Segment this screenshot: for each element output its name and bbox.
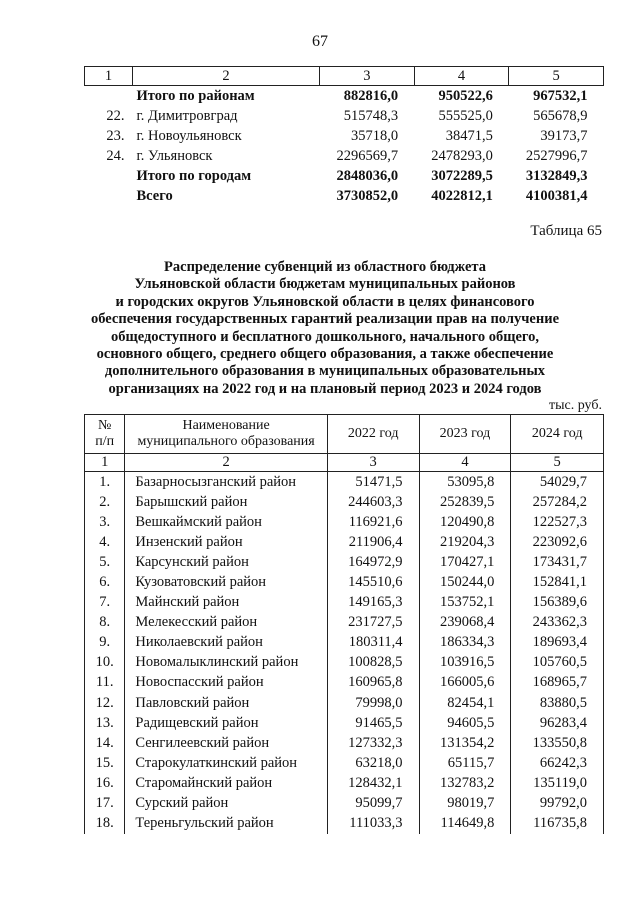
- col-number-1: 1: [85, 454, 125, 472]
- row-cell-v3: 156389,6: [511, 593, 604, 613]
- table-row: [85, 613, 604, 633]
- row-cell-v3: 83880,5: [511, 693, 604, 713]
- table-row: [85, 186, 604, 206]
- row-cell-name: Базарносызганский район: [125, 472, 327, 493]
- row-cell-v3: 3132849,3: [525, 167, 588, 184]
- row-cell-n: 17.: [85, 794, 125, 814]
- header-name-line1: Наименование: [182, 418, 270, 433]
- table-row: [85, 532, 604, 552]
- row-cell-n: [85, 186, 133, 206]
- row-cell-name: Вешкаймский район: [125, 512, 327, 532]
- row-cell-n: 5.: [85, 552, 125, 572]
- row-cell-v3: 66242,3: [511, 753, 604, 773]
- row-cell-v1: 35718,0: [351, 127, 399, 144]
- row-cell-name: Сенгилеевский район: [125, 733, 327, 753]
- table-row: [85, 794, 604, 814]
- row-cell-v1: 145510,6: [327, 572, 419, 592]
- row-cell-v2: 2478293,0: [431, 147, 493, 164]
- row-cell-v1: 95099,7: [327, 794, 419, 814]
- row-cell-n: 13.: [85, 713, 125, 733]
- row-cell-n: 22.: [106, 107, 125, 124]
- row-cell-v1: 149165,3: [327, 593, 419, 613]
- continuation-header-row: [85, 67, 604, 86]
- row-cell-v1: 91465,5: [327, 713, 419, 733]
- row-cell-name: Новомалыклинский район: [125, 653, 327, 673]
- row-cell-n: 3.: [85, 512, 125, 532]
- row-cell-n: [85, 86, 133, 107]
- title-line: Распределение субвенций из областного бюджета: [164, 259, 486, 275]
- row-cell-v2: 114649,8: [419, 814, 511, 834]
- row-cell-name: Инзенский район: [125, 532, 327, 552]
- row-cell-v2: 186334,3: [419, 633, 511, 653]
- row-cell-v3: 99792,0: [511, 794, 604, 814]
- row-cell-v1: 2296569,7: [336, 147, 399, 164]
- row-cell-v2: 166005,6: [419, 673, 511, 693]
- row-cell-n: 18.: [85, 814, 125, 834]
- row-cell-v2: 239068,4: [419, 613, 511, 633]
- row-cell-v2: 98019,7: [419, 794, 511, 814]
- units-label: тыс. руб.: [549, 398, 602, 413]
- row-cell-v3: 173431,7: [511, 552, 604, 572]
- continuation-header-cell: 1: [85, 67, 133, 86]
- row-cell-v1: 164972,9: [327, 552, 419, 572]
- header-name-line2: муниципального образования: [137, 434, 315, 449]
- row-cell-name: Итого по городам: [136, 167, 252, 184]
- row-cell-v1: 244603,3: [327, 492, 419, 512]
- row-cell-v1: 51471,5: [327, 472, 419, 493]
- table-row: [85, 146, 604, 166]
- continuation-table: [84, 66, 604, 206]
- row-cell-name: Итого по районам: [136, 87, 255, 104]
- header-num: [85, 415, 125, 454]
- row-cell-v2: 170427,1: [419, 552, 511, 572]
- row-cell-v1: 79998,0: [327, 693, 419, 713]
- row-cell-v2: 65115,7: [419, 753, 511, 773]
- row-cell-n: [85, 166, 133, 186]
- col-number-3: 3: [327, 454, 419, 472]
- row-cell-v3: 243362,3: [511, 613, 604, 633]
- title-line: дополнительного образования в муниципальных образовательных: [104, 363, 546, 380]
- row-cell-v3: 189693,4: [511, 633, 604, 653]
- row-cell-v3: 105760,5: [511, 653, 604, 673]
- row-cell-name: Всего: [136, 187, 173, 204]
- table-row: [85, 86, 604, 107]
- table-title: [90, 259, 560, 398]
- row-cell-v2: 555525,0: [438, 107, 493, 124]
- row-cell-name: Барышский район: [125, 492, 327, 512]
- row-cell-v3: 122527,3: [511, 512, 604, 532]
- row-cell-name: Майнский район: [125, 593, 327, 613]
- row-cell-name: г. Димитровград: [136, 107, 238, 124]
- table-row: [85, 773, 604, 793]
- row-cell-n: 12.: [85, 693, 125, 713]
- row-cell-name: г. Новоульяновск: [136, 127, 242, 144]
- title-line: Ульяновской области бюджетам муниципальных районов: [134, 276, 516, 293]
- row-cell-v2: 103916,5: [419, 653, 511, 673]
- row-cell-v2: 153752,1: [419, 593, 511, 613]
- row-cell-v3: 565678,9: [533, 107, 588, 124]
- table-row: [85, 814, 604, 834]
- row-cell-v2: 3072289,5: [431, 167, 493, 184]
- table-label: Таблица 65: [530, 223, 602, 239]
- title-line: организациях на 2022 год и на плановый период 2023 и 2024 годов: [108, 380, 542, 397]
- row-cell-v2: 53095,8: [419, 472, 511, 493]
- row-cell-v3: 2527996,7: [525, 147, 588, 164]
- row-cell-n: 8.: [85, 613, 125, 633]
- row-cell-n: 11.: [85, 673, 125, 693]
- row-cell-name: Новоспасский район: [125, 673, 327, 693]
- row-cell-name: г. Ульяновск: [136, 147, 213, 164]
- row-cell-v3: 4100381,4: [525, 187, 588, 204]
- header-num-line1: №: [98, 418, 112, 433]
- row-cell-v1: 882816,0: [343, 87, 399, 104]
- row-cell-name: Тереньгульский район: [125, 814, 327, 834]
- row-cell-v2: 82454,1: [419, 693, 511, 713]
- table-row: [85, 673, 604, 693]
- row-cell-v2: 38471,5: [445, 127, 493, 144]
- table-row: [85, 733, 604, 753]
- row-cell-v1: 100828,5: [327, 653, 419, 673]
- table-row: [85, 593, 604, 613]
- row-cell-v3: 96283,4: [511, 713, 604, 733]
- row-cell-n: 15.: [85, 753, 125, 773]
- header-num-line2: п/п: [95, 434, 115, 449]
- continuation-header-cell: 3: [320, 67, 415, 86]
- row-cell-v2: 150244,0: [419, 572, 511, 592]
- row-cell-name: Карсунский район: [125, 552, 327, 572]
- row-cell-v2: 252839,5: [419, 492, 511, 512]
- row-cell-v2: 950522,6: [438, 87, 493, 104]
- table-row: [85, 106, 604, 126]
- row-cell-n: 4.: [85, 532, 125, 552]
- row-cell-v2: 120490,8: [419, 512, 511, 532]
- row-cell-v1: 160965,8: [327, 673, 419, 693]
- row-cell-name: Павловский район: [125, 693, 327, 713]
- row-cell-name: Мелекесский район: [125, 613, 327, 633]
- row-cell-v2: 131354,2: [419, 733, 511, 753]
- row-cell-n: 24.: [106, 147, 125, 164]
- subvention-table: [84, 414, 604, 834]
- title-line: и городских округов Ульяновской области в целях финансового: [115, 293, 535, 310]
- page-number: 67: [312, 33, 328, 50]
- table-row: [85, 166, 604, 186]
- header-2024: 2024 год: [511, 415, 604, 454]
- row-cell-n: 9.: [85, 633, 125, 653]
- col-number-5: 5: [511, 454, 604, 472]
- continuation-header-cell: 5: [509, 67, 604, 86]
- row-cell-v3: 152841,1: [511, 572, 604, 592]
- row-cell-v3: 54029,7: [511, 472, 604, 493]
- row-cell-name: Старомайнский район: [125, 773, 327, 793]
- row-cell-n: 6.: [85, 572, 125, 592]
- row-cell-v1: 111033,3: [327, 814, 419, 834]
- table-row: [85, 492, 604, 512]
- table-row: [85, 126, 604, 146]
- row-cell-v1: 211906,4: [327, 532, 419, 552]
- row-cell-n: 7.: [85, 593, 125, 613]
- row-cell-v3: 39173,7: [540, 127, 588, 144]
- row-cell-v1: 515748,3: [343, 107, 399, 124]
- row-cell-n: 2.: [85, 492, 125, 512]
- table-row: [85, 693, 604, 713]
- row-cell-n: 1.: [85, 472, 125, 493]
- row-cell-name: Радищевский район: [125, 713, 327, 733]
- row-cell-name: Кузоватовский район: [125, 572, 327, 592]
- row-cell-n: 23.: [106, 127, 125, 144]
- row-cell-v3: 257284,2: [511, 492, 604, 512]
- table-row: [85, 472, 604, 493]
- row-cell-name: Николаевский район: [125, 633, 327, 653]
- row-cell-name: Сурский район: [125, 794, 327, 814]
- row-cell-v2: 132783,2: [419, 773, 511, 793]
- row-cell-v3: 223092,6: [511, 532, 604, 552]
- row-cell-v1: 127332,3: [327, 733, 419, 753]
- header-2022: 2022 год: [327, 415, 419, 454]
- row-cell-v1: 231727,5: [327, 613, 419, 633]
- table-row: [85, 572, 604, 592]
- table-row: [85, 633, 604, 653]
- row-cell-v3: 168965,7: [511, 673, 604, 693]
- row-cell-n: 10.: [85, 653, 125, 673]
- title-line: обеспечения государственных гарантий реализации прав на получение: [90, 311, 559, 328]
- row-cell-v2: 94605,5: [419, 713, 511, 733]
- row-cell-v2: 4022812,1: [431, 187, 493, 204]
- row-cell-v1: 3730852,0: [336, 187, 399, 204]
- header-name: [125, 415, 327, 454]
- row-cell-v2: 219204,3: [419, 532, 511, 552]
- row-cell-v1: 2848036,0: [336, 167, 399, 184]
- title-line: общедоступного и бесплатного дошкольного, начального общего,: [110, 328, 540, 345]
- row-cell-v3: 116735,8: [511, 814, 604, 834]
- table-row: [85, 753, 604, 773]
- row-cell-name: Старокулаткинский район: [125, 753, 327, 773]
- row-cell-v1: 128432,1: [327, 773, 419, 793]
- continuation-header-cell: 4: [414, 67, 509, 86]
- table-row: [85, 713, 604, 733]
- row-cell-n: 16.: [85, 773, 125, 793]
- col-number-4: 4: [419, 454, 511, 472]
- row-cell-v3: 135119,0: [511, 773, 604, 793]
- table-row: [85, 512, 604, 532]
- row-cell-v3: 133550,8: [511, 733, 604, 753]
- row-cell-n: 14.: [85, 733, 125, 753]
- title-line: основного общего, среднего общего образования, а также обеспечение: [96, 346, 554, 363]
- row-cell-v3: 967532,1: [533, 87, 588, 104]
- table-row: [85, 552, 604, 572]
- row-cell-v1: 63218,0: [327, 753, 419, 773]
- row-cell-v1: 180311,4: [327, 633, 419, 653]
- continuation-header-cell: 2: [133, 67, 320, 86]
- header-2023: 2023 год: [419, 415, 511, 454]
- row-cell-v1: 116921,6: [327, 512, 419, 532]
- col-number-2: 2: [125, 454, 327, 472]
- table-row: [85, 653, 604, 673]
